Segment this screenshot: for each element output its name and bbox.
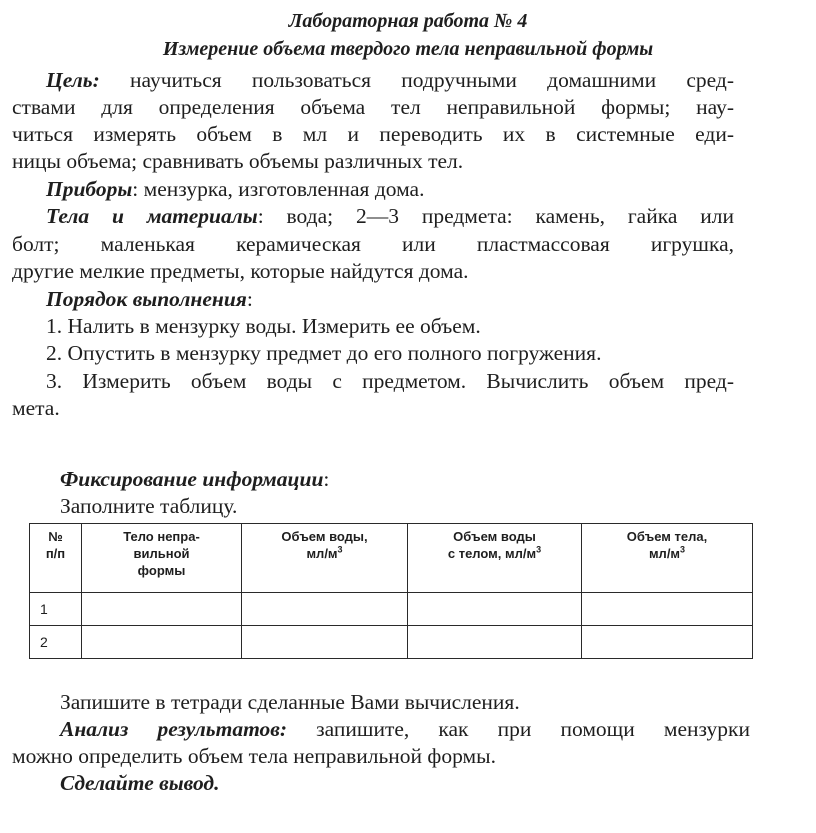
results-table <box>29 523 753 659</box>
table-row <box>30 593 753 626</box>
goal-line-4: ницы объема; сравнивать объемы различных тел. <box>12 149 464 173</box>
table-cell <box>582 626 753 659</box>
instruments-label: Приборы <box>46 177 133 201</box>
procedure-step-3-cont: мета. <box>12 396 60 420</box>
table-cell <box>82 593 242 626</box>
recording-heading <box>60 466 750 492</box>
table-cell <box>242 593 408 626</box>
instruments-text: : мензурка, изготовленная дома. <box>132 177 425 201</box>
conclusion-line: Сделайте вывод. <box>60 771 220 795</box>
header-number <box>30 524 82 593</box>
materials-label: Тела и материалы <box>46 204 258 228</box>
procedure-step-1: 1. Налить в мензурку воды. Измерить ее объем. <box>46 314 481 338</box>
header-body-volume-label: Объем тела, мл/м <box>626 529 708 561</box>
header-body-text: Тело непра- вильной формы <box>123 529 200 578</box>
table-header-row <box>30 524 753 593</box>
table-cell <box>242 626 408 659</box>
header-number-text: № п/п <box>45 529 66 561</box>
table-cell <box>408 626 582 659</box>
goal-line-1 <box>46 67 734 93</box>
recording-label: Фиксирование информации <box>60 467 324 491</box>
worksheet-subtitle: Измерение объема твердого тела неправильной формы <box>162 38 654 60</box>
superscript-3: 3 <box>680 544 686 555</box>
table-cell: 2 <box>30 626 82 659</box>
materials-line-3: другие мелкие предметы, которые найдутся дома. <box>12 259 469 283</box>
table-row <box>30 626 753 659</box>
footer-note: Запишите в тетради сделанные Вами вычисления. <box>60 690 520 714</box>
instruments-line <box>46 176 734 202</box>
table-cell <box>582 593 753 626</box>
header-water-with-body <box>408 524 582 593</box>
analysis-line-1 <box>60 716 750 742</box>
recording-instruction: Заполните таблицу. <box>60 494 238 518</box>
materials-line-2: болт; маленькая керамическая или пластмассовая игрушка, <box>12 232 734 256</box>
header-water-with-body-text <box>408 528 581 562</box>
header-body <box>82 524 242 593</box>
procedure-colon: : <box>246 287 253 311</box>
procedure-step-3: 3. Измерить объем воды с предметом. Вычислить объем пред- <box>46 369 734 393</box>
analysis-label: Анализ результатов: <box>60 717 288 741</box>
procedure-heading <box>46 286 734 312</box>
header-water-volume <box>242 524 408 593</box>
header-body-volume <box>582 524 753 593</box>
goal-label: Цель: <box>46 68 100 92</box>
table-cell <box>82 626 242 659</box>
goal-line-2: ствами для определения объема тел неправильной формы; нау- <box>12 95 734 119</box>
superscript-3: 3 <box>337 544 343 555</box>
table-cell <box>408 593 582 626</box>
worksheet-title: Лабораторная работа № 4 <box>288 10 528 32</box>
analysis-line-2: можно определить объем тела неправильной формы. <box>12 744 496 768</box>
goal-text-1: научиться пользоваться подручными домашними сред- <box>130 68 735 92</box>
table-cell: 1 <box>30 593 82 626</box>
header-water-volume-label: Объем воды, мл/м <box>281 529 368 561</box>
goal-line-3: читься измерять объем в мл и переводить их в системные еди- <box>12 122 734 146</box>
procedure-step-2: 2. Опустить в мензурку предмет до его полного погружения. <box>46 341 602 365</box>
superscript-3: 3 <box>536 544 542 555</box>
header-water-with-body-label: Объем воды с телом, мл/м <box>447 529 537 561</box>
recording-colon: : <box>323 467 330 491</box>
header-body-volume-text <box>582 528 752 562</box>
analysis-text-1: запишите, как при помощи мензурки <box>287 717 750 741</box>
materials-text-1: : вода; 2—3 предмета: камень, гайка или <box>257 204 734 228</box>
materials-line-1 <box>46 203 734 229</box>
header-water-volume-text <box>242 528 407 562</box>
procedure-label: Порядок выполнения <box>46 287 247 311</box>
